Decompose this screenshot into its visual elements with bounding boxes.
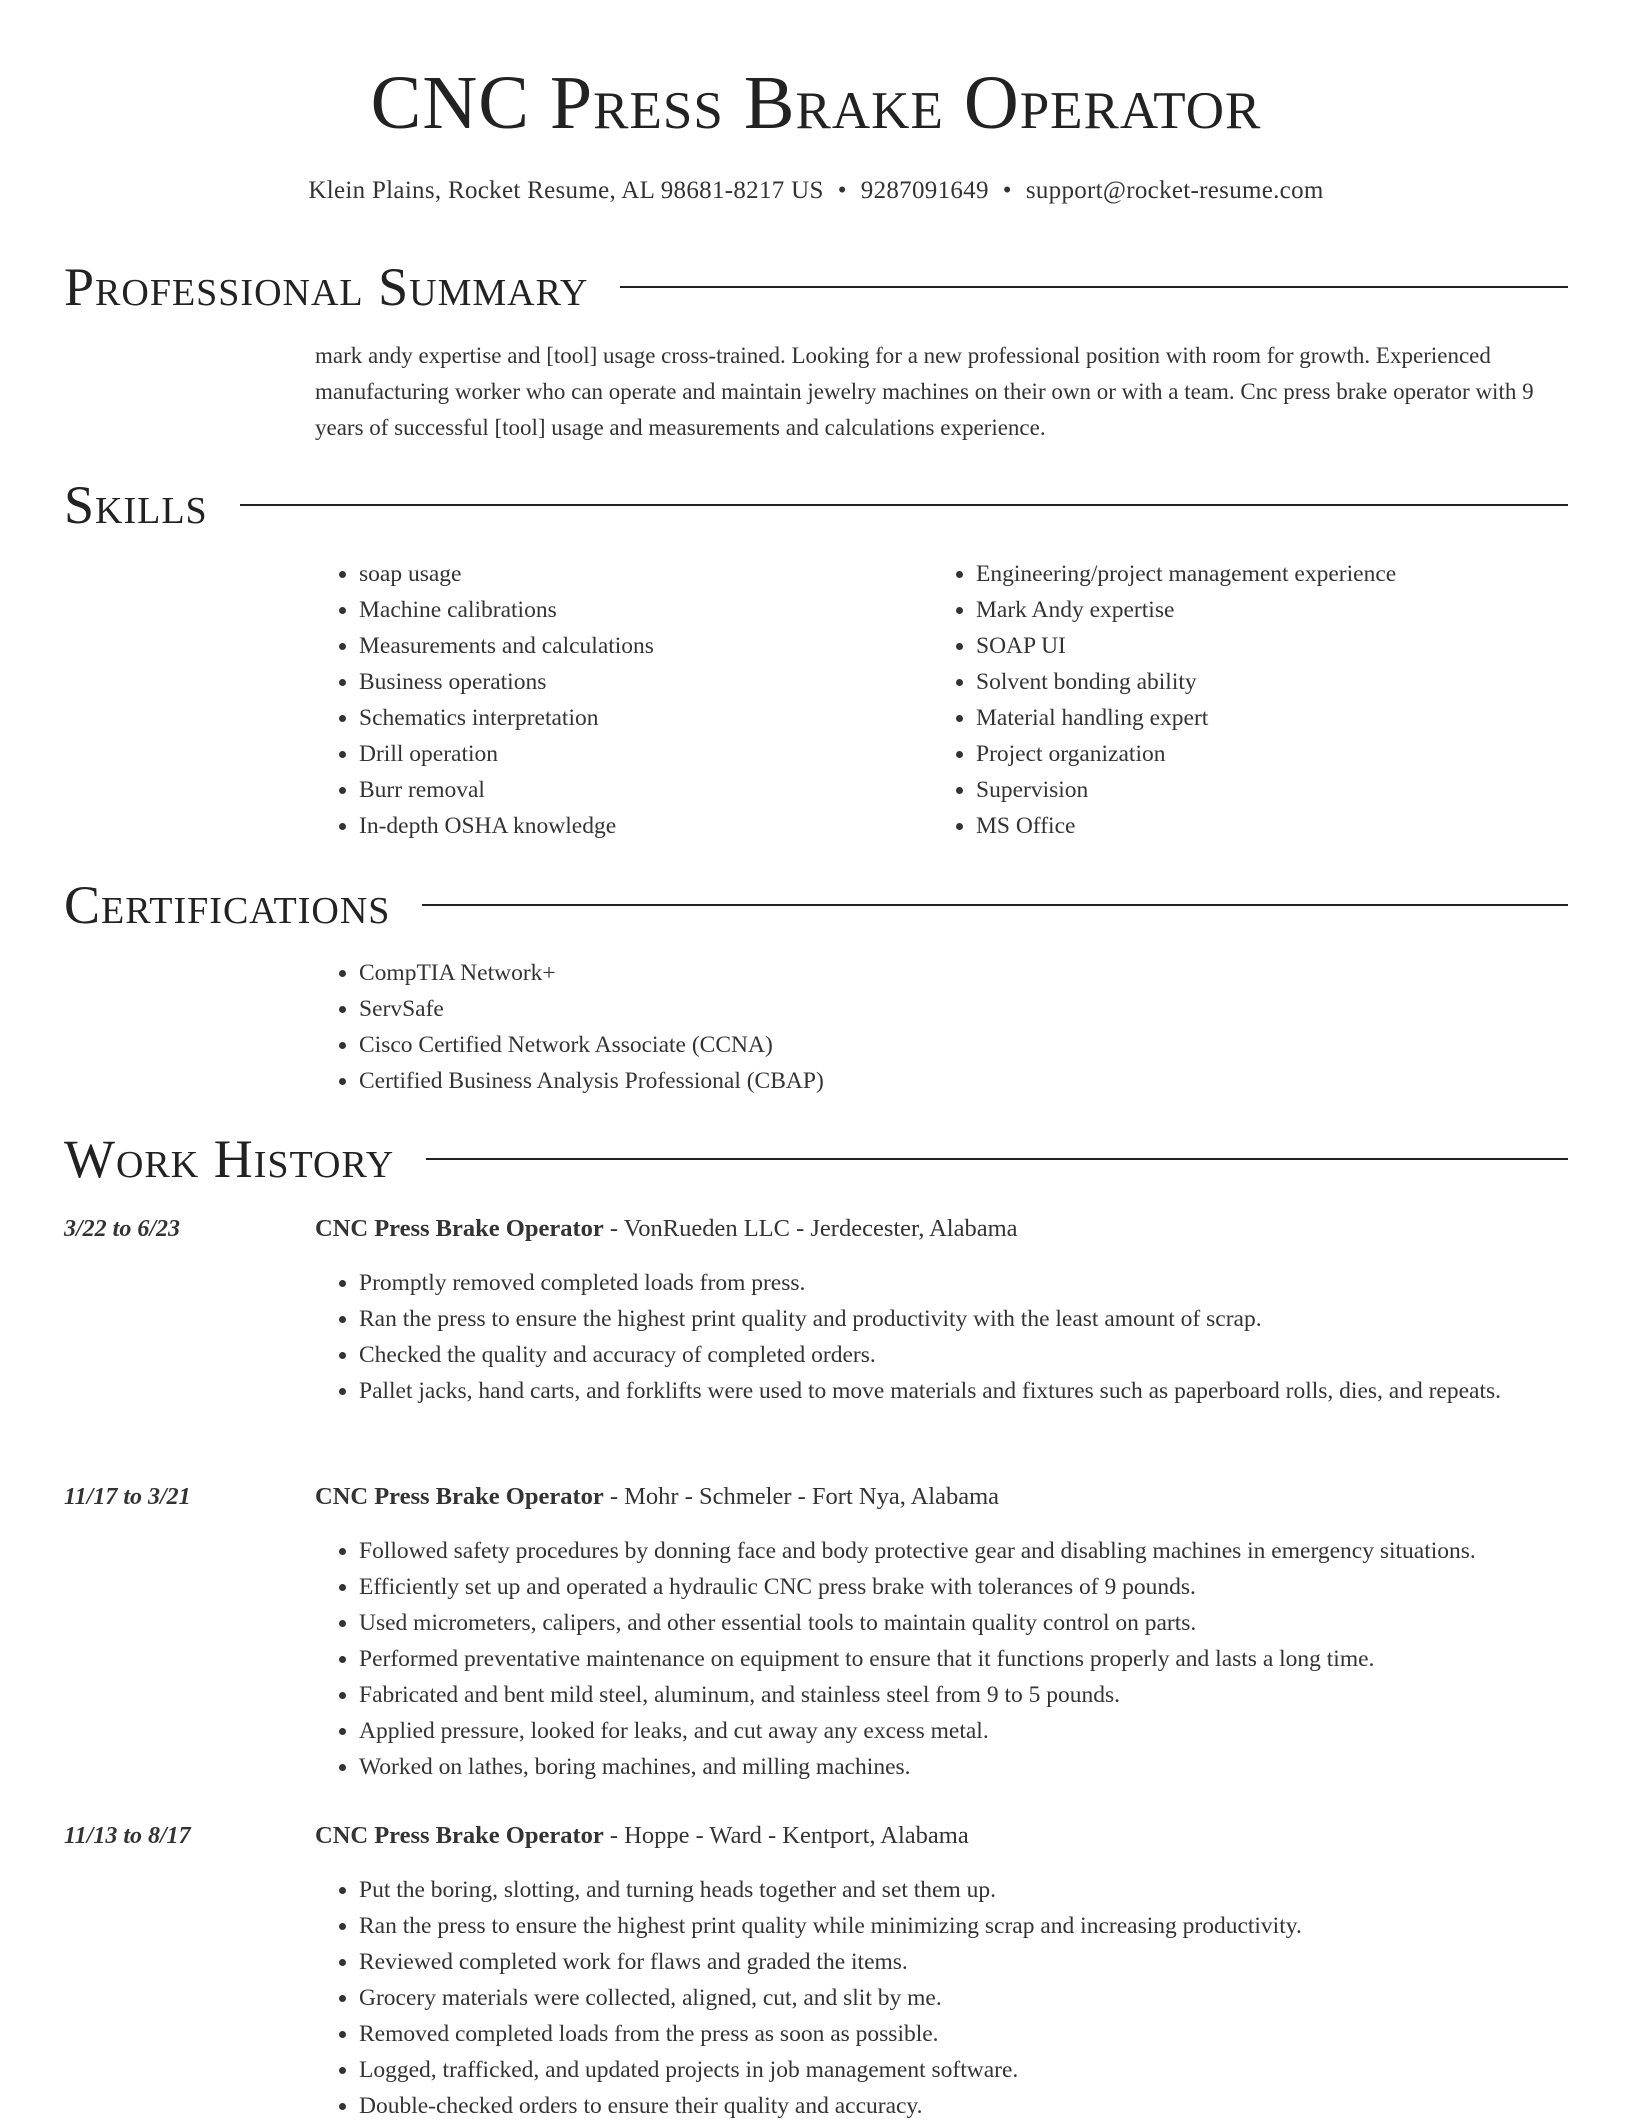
job-heading [315,1818,1568,1854]
job-duties [315,1533,1568,1785]
skill-item: • MS Office [976,808,1568,844]
certifications-list-container [315,955,1568,1099]
skills-list-right [932,556,1568,844]
work-history-section-heading [64,1126,1568,1192]
job-dates: 11/17 to 3/21 [64,1484,191,1510]
duty-item: • Ran the press to ensure the highest print quality and productivity with the least amount of scrap. [359,1301,1568,1337]
contact-email: support@rocket-resume.com [1025,177,1324,204]
skill-item: • Schematics interpretation [359,700,915,736]
job-company-location: - Hoppe - Ward - Kentport, Alabama [603,1822,969,1849]
skill-item: • Burr removal [359,772,915,808]
skill-item: • Measurements and calculations [359,628,915,664]
duty-item: • Used micrometers, calipers, and other essential tools to maintain quality control on parts. [359,1605,1568,1641]
duties-list [315,1872,1568,2124]
duty-item: • Followed safety procedures by donning face and body protective gear and disabling machines in emergency situations. [359,1533,1568,1569]
skill-item: • SOAP UI [976,628,1568,664]
skill-item: • Solvent bonding ability [976,664,1568,700]
summary-section-heading [64,254,1568,320]
skill-item: • soap usage [359,556,915,592]
skills-column-right [932,556,1568,844]
skill-item: • Business operations [359,664,915,700]
contact-separator: • [1002,177,1012,204]
section-divider [240,504,1568,506]
certification-item: • Certified Business Analysis Professional (CBAP) [359,1063,1568,1099]
summary-text: mark andy expertise and [tool] usage cross-trained. Looking for a new professional position with room for growth. Experienced manufacturing worker who can operate and maintain jewelry machines on their own or with a team. Cnc press brake operator with 9 years of successful [tool] usage and measurements and calculations experience. [315,343,1534,440]
certifications-section-heading [64,872,1568,938]
duty-item: • Double-checked orders to ensure their quality and accuracy. [359,2088,1568,2124]
duty-item: • Fabricated and bent mild steel, aluminum, and stainless steel from 9 to 5 pounds. [359,1677,1568,1713]
duty-item: • Grocery materials were collected, aligned, cut, and slit by me. [359,1980,1568,2016]
job-duties [315,1872,1568,2124]
section-divider [422,904,1568,906]
job-heading [315,1479,1568,1515]
duties-list [315,1533,1568,1785]
duty-item: • Performed preventative maintenance on equipment to ensure that it functions properly and lasts a long time. [359,1641,1568,1677]
skill-item: • Supervision [976,772,1568,808]
job-company-location: - Mohr - Schmeler - Fort Nya, Alabama [603,1483,1000,1510]
summary-heading: Professional Summary [64,257,589,317]
skill-item: • Material handling expert [976,700,1568,736]
job-dates: 11/13 to 8/17 [64,1823,191,1849]
duties-list [315,1265,1568,1409]
job-role: CNC Press Brake Operator [315,1822,604,1849]
job-role: CNC Press Brake Operator [315,1483,604,1510]
duty-item: • Worked on lathes, boring machines, and milling machines. [359,1749,1568,1785]
job-heading [315,1211,1568,1247]
skills-list-left [315,556,915,844]
duty-item: • Applied pressure, looked for leaks, and cut away any excess metal. [359,1713,1568,1749]
skill-item: • Machine calibrations [359,592,915,628]
skills-column-left [315,556,915,844]
skill-item: • Drill operation [359,736,915,772]
job-role: CNC Press Brake Operator [315,1215,604,1242]
candidate-title: CNC Press Brake Operator [370,61,1262,145]
certifications-list [315,955,1568,1099]
job-company-location: - VonRueden LLC - Jerdecester, Alabama [603,1215,1018,1242]
job-dates: 3/22 to 6/23 [64,1216,181,1242]
duty-item: • Reviewed completed work for flaws and graded the items. [359,1944,1568,1980]
duty-item: • Removed completed loads from the press as soon as possible. [359,2016,1568,2052]
contact-line [0,174,1632,208]
skill-item: • Project organization [976,736,1568,772]
contact-phone: 9287091649 [860,177,989,204]
section-divider [426,1158,1568,1160]
duty-item: • Promptly removed completed loads from press. [359,1265,1568,1301]
duty-item: • Logged, trafficked, and updated projects in job management software. [359,2052,1568,2088]
certification-item: • ServSafe [359,991,1568,1027]
section-divider [620,286,1568,288]
duty-item: • Checked the quality and accuracy of completed orders. [359,1337,1568,1373]
duty-item: • Put the boring, slotting, and turning heads together and set them up. [359,1872,1568,1908]
certification-item: • CompTIA Network+ [359,955,1568,991]
work-history-heading: Work History [64,1129,395,1189]
skill-item: • Engineering/project management experience [976,556,1568,592]
duty-item: • Pallet jacks, hand carts, and forklifts were used to move materials and fixtures such as paperboard rolls, dies, and repeats. [359,1373,1568,1409]
skill-item: • In-depth OSHA knowledge [359,808,915,844]
certifications-heading: Certifications [64,875,391,935]
certification-item: • Cisco Certified Network Associate (CCNA) [359,1027,1568,1063]
contact-address: Klein Plains, Rocket Resume, AL 98681-8217 US [308,177,824,204]
duty-item: • Efficiently set up and operated a hydraulic CNC press brake with tolerances of 9 pounds. [359,1569,1568,1605]
duty-item: • Ran the press to ensure the highest print quality while minimizing scrap and increasing productivity. [359,1908,1568,1944]
contact-separator: • [837,177,847,204]
skills-section-heading [64,472,1568,538]
job-duties [315,1265,1568,1409]
skills-heading: Skills [64,475,208,535]
skill-item: • Mark Andy expertise [976,592,1568,628]
